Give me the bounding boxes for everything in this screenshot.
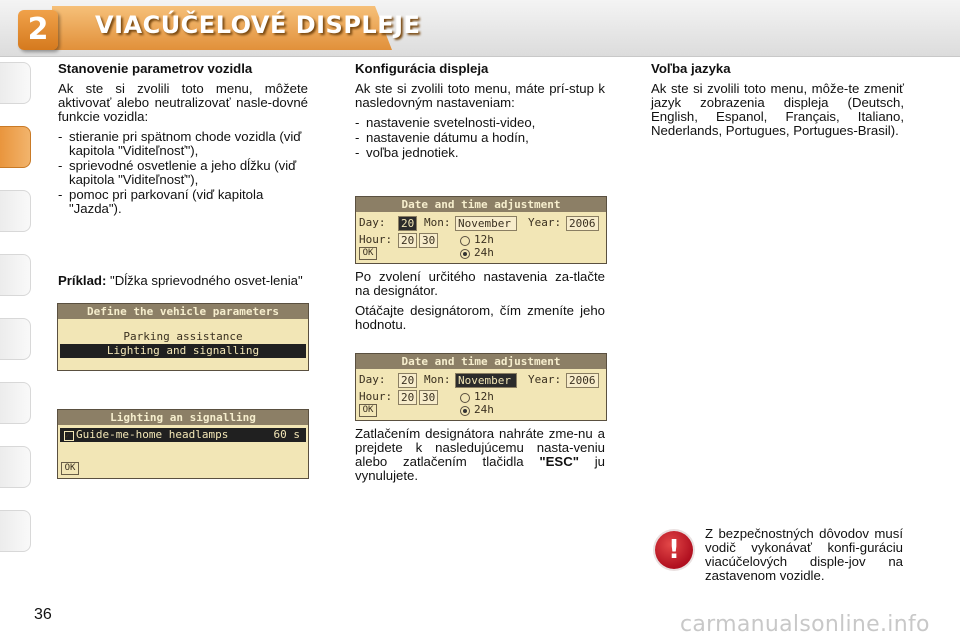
chapter-tab-7[interactable] — [0, 446, 31, 488]
list-item: - sprievodné osvetlenie a jeho dĺžku (viď kapitola "Viditeľnosť"), — [58, 159, 308, 187]
month-label: Mon: — [424, 373, 451, 386]
example-paragraph — [58, 274, 308, 288]
month-field[interactable]: November — [455, 216, 517, 231]
ok-button[interactable]: OK — [359, 247, 377, 260]
list-item: - nastavenie dátumu a hodín, — [355, 131, 605, 145]
page-header — [0, 0, 960, 57]
lcd-title: Define the vehicle parameters — [58, 304, 308, 319]
warning-text: Z bezpečnostných dôvodov musí vodič vykonávať konfi-guráciu viacúčelových disple-jov na zastavenom vozidle. — [705, 526, 903, 583]
radio-12h-label: 12h — [474, 390, 494, 403]
watermark: carmanualsonline.info — [680, 612, 930, 637]
hour-field[interactable]: 20 — [398, 390, 417, 405]
esc-key-label: "ESC" — [539, 454, 579, 469]
section-heading: Voľba jazyka — [651, 61, 731, 76]
option-value: 60 s — [273, 428, 300, 441]
lcd-title: Date and time adjustment — [356, 197, 606, 212]
paragraph: Ak ste si zvolili toto menu, máte prí-stup k nasledovným nastaveniam: — [355, 81, 605, 110]
radio-12h-label: 12h — [474, 233, 494, 246]
example-label: Príklad: — [58, 273, 107, 288]
list-item: - stieranie pri spätnom chode vozidla (viď kapitola "Viditeľnosť"), — [58, 130, 308, 158]
option-label: Guide-me-home headlamps — [76, 428, 229, 441]
minute-field[interactable]: 30 — [419, 233, 438, 248]
lcd-lighting-signalling — [57, 409, 309, 479]
paragraph: Ak ste si zvolili toto menu, môžete aktivovať alebo neutralizovať nasle-dovné funkcie vozidla: — [58, 81, 308, 124]
paragraph — [355, 427, 605, 483]
year-label: Year: — [528, 216, 562, 229]
text: ju vynulujete. — [355, 454, 606, 483]
section-heading: Stanovenie parametrov vozidla — [58, 61, 253, 76]
menu-option-guide-me-home[interactable] — [60, 428, 306, 442]
chapter-badge: 2 — [18, 10, 58, 50]
hour-field[interactable]: 20 — [398, 233, 417, 248]
month-label: Mon: — [424, 216, 451, 229]
lcd-title: Date and time adjustment — [356, 354, 606, 369]
settings-list — [355, 116, 605, 160]
paragraph: Ak ste si zvolili toto menu, môže-te zmeniť jazyk zobrazenia displeja (Deutsch, English, Espanol, Français, Italiano, Nederlands, Portugues, Portugues-Brasil). — [651, 81, 904, 138]
radio-24h-selected[interactable] — [460, 406, 470, 416]
paragraph: Otáčajte designátorom, čím zmeníte jeho hodnotu. — [355, 303, 605, 332]
column-display-configuration — [355, 62, 605, 161]
radio-24h-label: 24h — [474, 246, 494, 259]
chapter-tab-3[interactable] — [0, 190, 31, 232]
ok-button[interactable]: OK — [359, 404, 377, 417]
column-display-instructions — [355, 270, 605, 338]
section-heading: Konfigurácia displeja — [355, 61, 489, 76]
ok-button[interactable]: OK — [61, 462, 79, 475]
list-item: - pomoc pri parkovaní (viď kapitola "Jazda"). — [58, 188, 308, 216]
radio-12h[interactable] — [460, 236, 470, 246]
year-field[interactable]: 2006 — [566, 373, 599, 388]
radio-24h-selected[interactable] — [460, 249, 470, 259]
page-number: 36 — [34, 606, 52, 623]
paragraph: Po zvolení určitého nastavenia za-tlačte na designátor. — [355, 269, 605, 298]
hour-label: Hour: — [359, 233, 393, 246]
menu-option-parking[interactable]: Parking assistance — [123, 330, 243, 343]
lcd-vehicle-parameters — [57, 303, 309, 371]
lcd-title: Lighting an signalling — [58, 410, 308, 425]
radio-24h-label: 24h — [474, 403, 494, 416]
chapter-tab-5[interactable] — [0, 318, 31, 360]
checkbox-icon[interactable]: ✓ — [64, 431, 74, 441]
lcd-date-time-month — [355, 353, 607, 421]
exclamation-icon: ! — [655, 531, 693, 569]
chapter-tab-8[interactable] — [0, 510, 31, 552]
radio-12h[interactable] — [460, 393, 470, 403]
page-title: VIACÚČELOVÉ DISPLEJE — [95, 11, 421, 39]
column-vehicle-parameters — [58, 62, 308, 294]
year-field[interactable]: 2006 — [566, 216, 599, 231]
menu-option-lighting-selected[interactable]: Lighting and signalling — [60, 344, 306, 358]
day-label: Day: — [359, 216, 386, 229]
year-label: Year: — [528, 373, 562, 386]
chapter-tab-4[interactable] — [0, 254, 31, 296]
chapter-tabs — [0, 62, 34, 582]
example-text: "Dĺžka sprievodného osvet-lenia" — [106, 273, 303, 288]
month-field-selected[interactable]: November — [455, 373, 517, 388]
hour-label: Hour: — [359, 390, 393, 403]
text: Zatlačením designátora nahráte zme-nu a prejdete k nasledujúcemu nasta-veniu alebo zatlačením tlačidla — [355, 426, 605, 469]
chapter-tab-1[interactable] — [0, 62, 31, 104]
lcd-date-time-day — [355, 196, 607, 264]
column-language — [651, 62, 904, 144]
column-display-confirm — [355, 427, 605, 489]
feature-list — [58, 130, 308, 216]
day-label: Day: — [359, 373, 386, 386]
chapter-tab-6[interactable] — [0, 382, 31, 424]
list-item: - nastavenie svetelnosti-video, — [355, 116, 605, 130]
day-field-selected[interactable]: 20 — [398, 216, 417, 231]
list-item: - voľba jednotiek. — [355, 146, 605, 160]
minute-field[interactable]: 30 — [419, 390, 438, 405]
chapter-tab-2-active[interactable] — [0, 126, 31, 168]
day-field[interactable]: 20 — [398, 373, 417, 388]
